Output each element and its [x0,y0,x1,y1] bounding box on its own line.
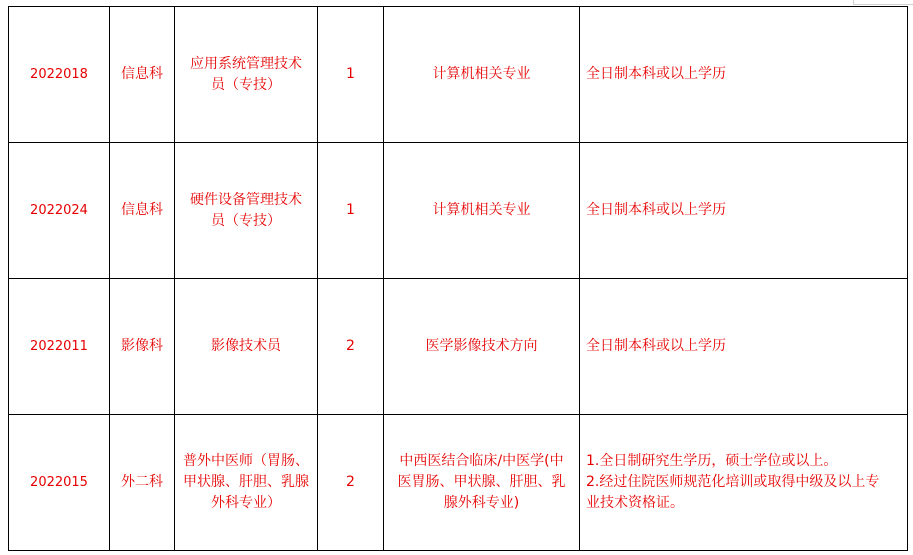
position-code-text: 2022024 [30,203,88,218]
position-code-text: 2022018 [30,67,88,82]
requirement-line: 全日制本科或以上学历 [586,338,726,354]
requirement-line: 1.全日制研究生学历，硕士学位或以上。 [586,453,838,469]
department-text: 信息科 [121,202,163,218]
cell-department[interactable] [110,415,175,551]
table-row [9,415,908,551]
cell-requirements[interactable] [580,143,908,279]
table-row [9,279,908,415]
cell-requirements[interactable] [580,415,908,551]
cell-requirements[interactable] [580,279,908,415]
position-name-line: 员（专技） [211,76,281,93]
cell-position-code[interactable] [9,279,110,415]
position-name-line: 影像技术员 [211,338,281,354]
table-row [9,7,908,143]
cell-headcount[interactable] [318,143,384,279]
cell-department[interactable] [110,7,175,143]
cell-major[interactable] [384,7,580,143]
cell-requirements[interactable] [580,7,908,143]
position-name-line: 普外中医师（胃肠、 [183,453,309,469]
requirement-line: 全日制本科或以上学历 [586,66,726,82]
cell-headcount[interactable] [318,7,384,143]
headcount-text: 2 [346,474,355,490]
cell-position-code[interactable] [9,415,110,551]
table-row [9,143,908,279]
position-name-line: 甲状腺、肝胆、乳腺 [183,474,309,490]
cell-headcount[interactable] [318,279,384,415]
headcount-text: 1 [346,202,355,218]
major-line: 腺外科专业) [443,495,520,511]
position-code-text: 2022015 [30,475,88,490]
sheet-corner-mark [853,0,913,5]
cell-position-name[interactable] [175,279,318,415]
major-line: 计算机相关专业 [432,66,531,82]
cell-department[interactable] [110,279,175,415]
position-name-line: 应用系统管理技术 [190,55,302,72]
cell-major[interactable] [384,415,580,551]
cell-headcount[interactable] [318,415,384,551]
cell-major[interactable] [384,143,580,279]
cell-position-code[interactable] [9,143,110,279]
headcount-text: 1 [346,66,355,82]
position-code-text: 2022011 [30,339,88,354]
department-text: 外二科 [121,474,163,490]
major-line: 医学影像技术方向 [425,338,538,354]
table-body [9,7,908,551]
department-text: 信息科 [121,66,163,82]
cell-position-name[interactable] [175,143,318,279]
position-name-line: 硬件设备管理技术 [190,191,302,208]
requirement-line: 业技术资格证。 [586,495,684,511]
requirement-line: 全日制本科或以上学历 [586,202,726,218]
major-line: 计算机相关专业 [432,202,531,218]
position-name-line: 员（专技） [211,212,281,229]
cell-position-code[interactable] [9,7,110,143]
position-name-line: 外科专业） [211,495,281,511]
major-line: 中西医结合临床/中医学(中 [399,453,564,469]
cell-major[interactable] [384,279,580,415]
major-line: 医胃肠、甲状腺、肝胆、乳 [397,474,566,490]
cell-position-name[interactable] [175,7,318,143]
headcount-text: 2 [346,338,355,354]
cell-position-name[interactable] [175,415,318,551]
recruitment-table [8,6,908,551]
cell-department[interactable] [110,143,175,279]
requirement-line: 2.经过住院医师规范化培训或取得中级及以上专 [586,474,880,490]
department-text: 影像科 [121,338,163,354]
